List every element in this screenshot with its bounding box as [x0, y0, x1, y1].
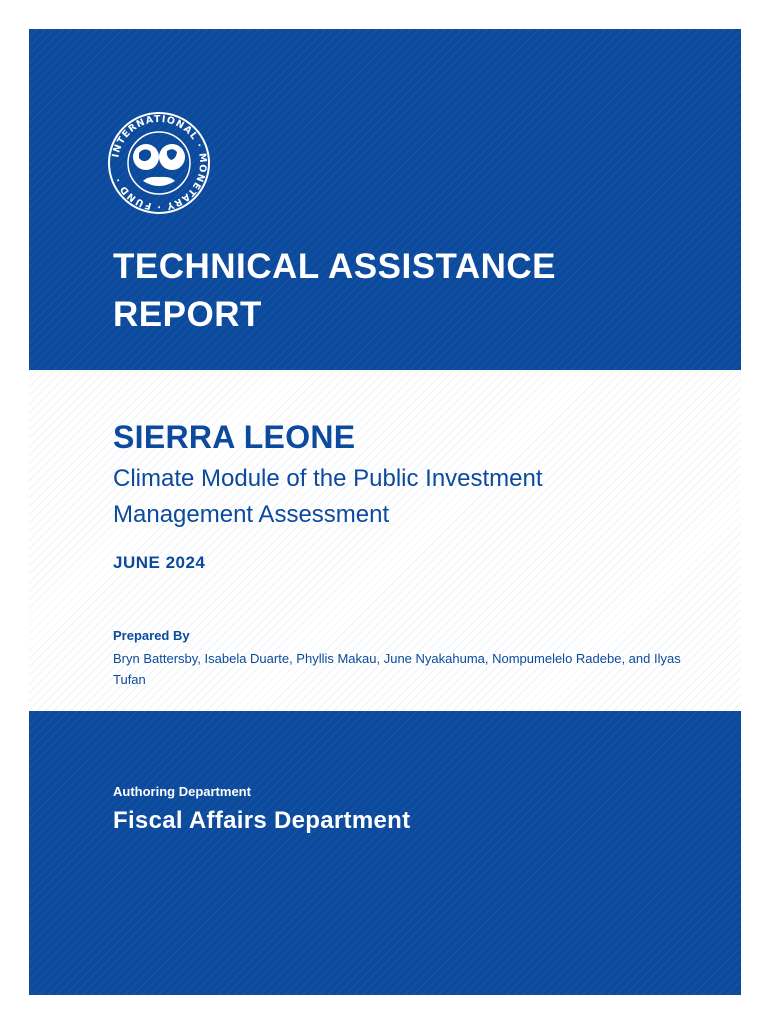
report-cover [29, 29, 741, 995]
authoring-department-label: Authoring Department [113, 784, 251, 799]
imf-seal-icon [107, 111, 211, 215]
prepared-by-label: Prepared By [113, 628, 190, 643]
department-name: Fiscal Affairs Department [113, 807, 411, 834]
svg-text:INTERNATIONAL · MONETARY · FUN: INTERNATIONAL · MONETARY · FUND · [110, 113, 209, 213]
report-date: JUNE 2024 [113, 553, 206, 572]
report-title: TECHNICAL ASSISTANCE REPORT [113, 247, 556, 334]
authors-list: Bryn Battersby, Isabela Duarte, Phyllis Makau, June Nyakahuma, Nompumelelo Radebe, and Ilyas Tufan [113, 651, 681, 687]
report-subtitle: Climate Module of the Public Investment Management Assessment [113, 465, 543, 528]
country-name: SIERRA LEONE [113, 419, 356, 455]
